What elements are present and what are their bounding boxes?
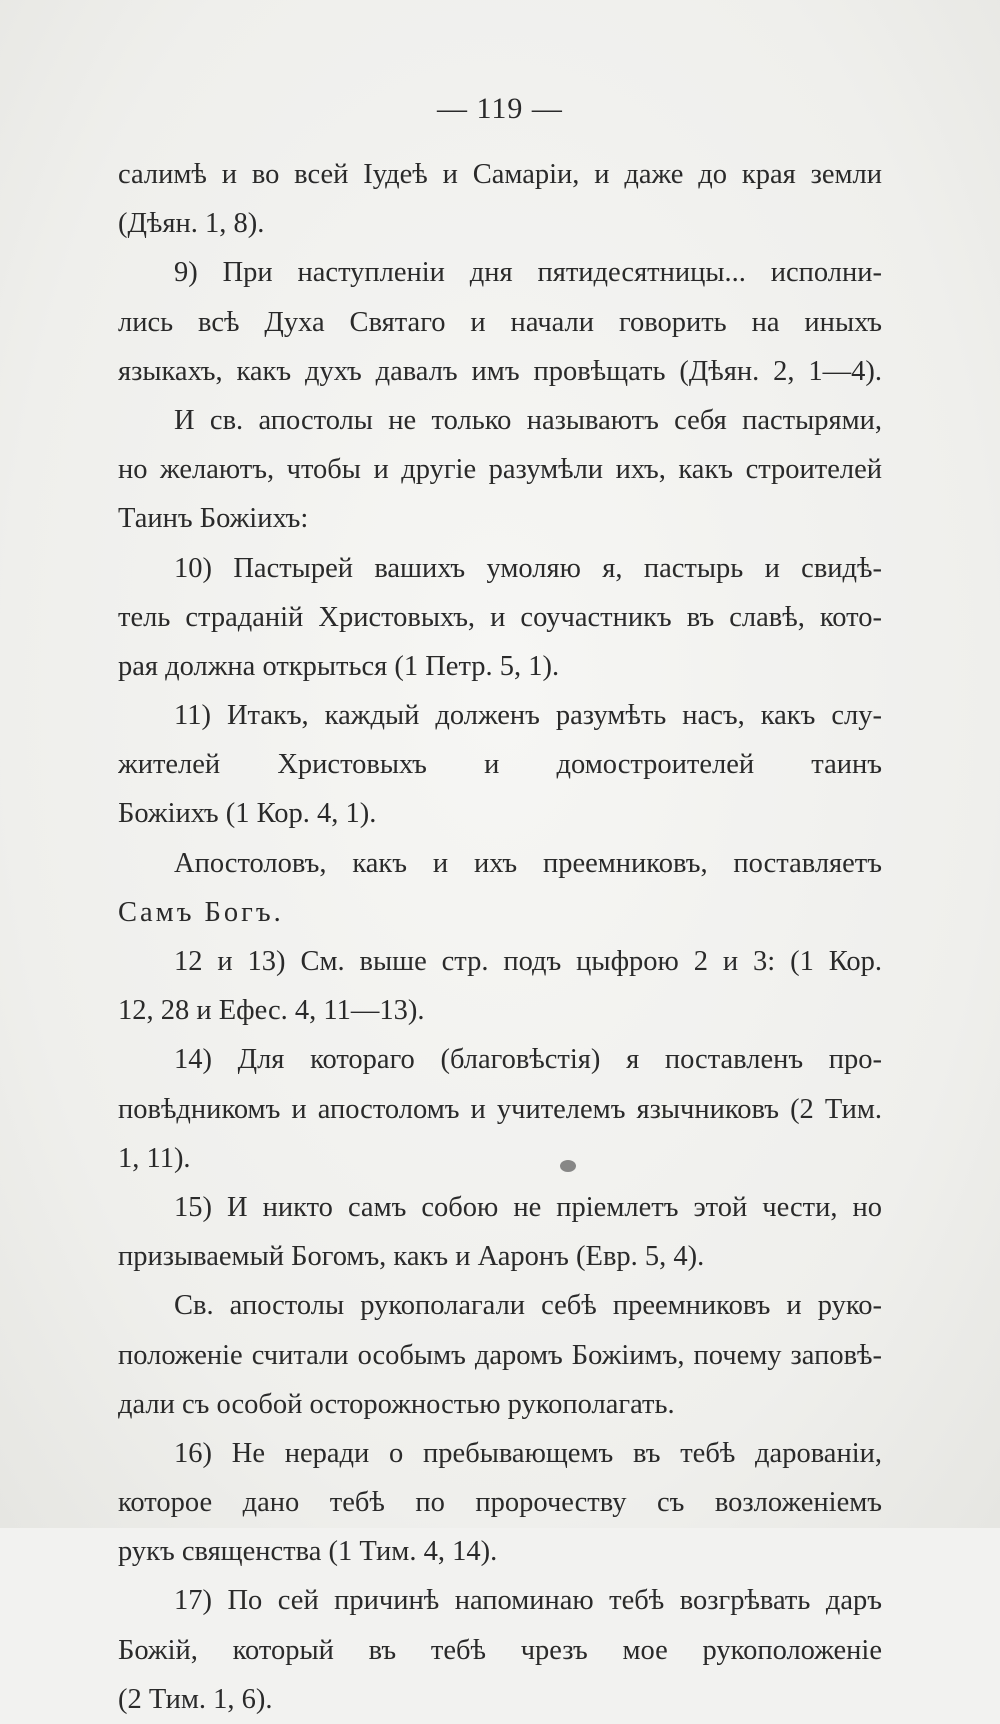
text-line: 17) По сей причинѣ напоминаю тебѣ возгрѣвать даръ [174, 1585, 882, 1617]
text-line: Таинъ Божіихъ: [118, 503, 309, 535]
text-line: лись всѣ Духа Святаго и начали говорить на иныхъ [118, 306, 882, 338]
text-line: салимѣ и во всей Іудеѣ и Самаріи, и даже до края земли [118, 159, 882, 190]
text-line: но желаютъ, чтобы и другіе разумѣли ихъ, какъ строителей [118, 454, 882, 486]
text-line: (2 Тим. 1, 6). [118, 1683, 273, 1715]
text-line: 15) И никто самъ собою не пріемлетъ этой чести, но [174, 1191, 882, 1223]
text-line: 14) Для котораго (благовѣстія) я поставленъ про- [174, 1044, 882, 1076]
text-line: 1, 11). [118, 1142, 191, 1174]
text-line: тель страданій Христовыхъ, и соучастникъ въ славѣ, кото- [118, 601, 882, 633]
text-line: призываемый Богомъ, какъ и Ааронъ (Евр. 5, 4). [118, 1241, 705, 1273]
text-line: которое дано тебѣ по пророчеству съ возложеніемъ [118, 1487, 882, 1519]
page-number: — 119 — [437, 92, 563, 125]
text-line: 9) При наступленіи дня пятидесятницы... исполни- [174, 257, 882, 289]
text-line: рукъ священства (1 Тим. 4, 14). [118, 1536, 498, 1568]
text-line: 11) Итакъ, каждый долженъ разумѣть насъ, какъ слу- [174, 700, 882, 732]
text-line: 12, 28 и Ефес. 4, 11—13). [118, 995, 425, 1027]
body-text [118, 150, 882, 1724]
text-line: повѣдникомъ и апостоломъ и учителемъ язычниковъ (2 Тим. [118, 1093, 882, 1125]
text-line: Божій, который въ тебѣ чрезъ мое рукоположеніе [118, 1634, 882, 1666]
text-line: Божіихъ (1 Кор. 4, 1). [118, 798, 377, 830]
text-line: жителей Христовыхъ и домостроителей таинъ [118, 749, 882, 781]
text-line: положеніе считали особымъ даромъ Божіимъ, почему заповѣ- [118, 1339, 882, 1371]
text-line: 10) Пастырей вашихъ умоляю я, пастырь и свидѣ- [174, 552, 882, 584]
text-line: дали съ особой осторожностью рукополагать. [118, 1388, 675, 1420]
ink-spot [560, 1160, 576, 1172]
text-line: 12 и 13) См. выше стр. подъ цыфрою 2 и 3: (1 Кор. [174, 946, 882, 977]
text-line: языкахъ, какъ духъ давалъ имъ провѣщать (Дѣян. 2, 1—4). [118, 355, 882, 387]
text-line: Самъ Богъ. [118, 896, 284, 928]
text-line: Св. апостолы рукополагали себѣ преемниковъ и руко- [174, 1290, 882, 1322]
text-line: (Дѣян. 1, 8). [118, 208, 265, 240]
text-line: И св. апостолы не только называютъ себя пастырями, [174, 404, 882, 436]
text-line: 16) Не неради о пребывающемъ въ тебѣ дарованіи, [174, 1437, 882, 1469]
text-line: рая должна открыться (1 Петр. 5, 1). [118, 650, 560, 682]
text-line: Апостоловъ, какъ и ихъ преемниковъ, поставляетъ [174, 847, 882, 879]
